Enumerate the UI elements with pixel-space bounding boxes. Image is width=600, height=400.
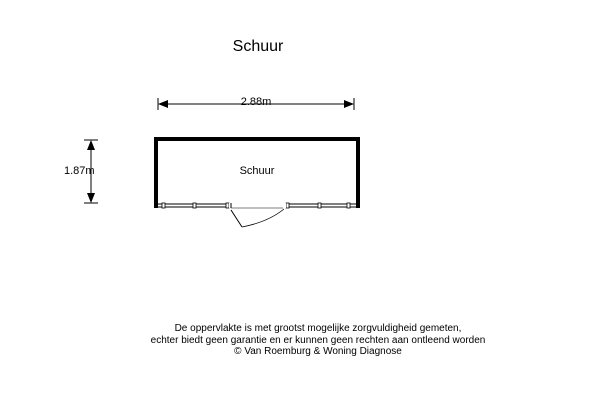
disclaimer-line-2: echter biedt geen garantie en er kunnen geen rechten aan ontleend worden [150, 334, 486, 346]
door-swing-icon [229, 203, 286, 227]
width-dimension-label: 2.88m [240, 96, 272, 108]
page-title: Schuur [232, 38, 284, 55]
disclaimer-line-1: De oppervlakte is met grootst mogelijke zorgvuldigheid gemeten, [174, 323, 462, 334]
height-dimension-label: 1.87m [64, 165, 95, 177]
arrow-up-icon [87, 140, 95, 150]
disclaimer-line-3: © Van Roemburg & Woning Diagnose [234, 346, 402, 357]
arrow-down-icon [87, 193, 95, 203]
disclaimer [0, 323, 600, 358]
room-label: Schuur [239, 165, 275, 177]
